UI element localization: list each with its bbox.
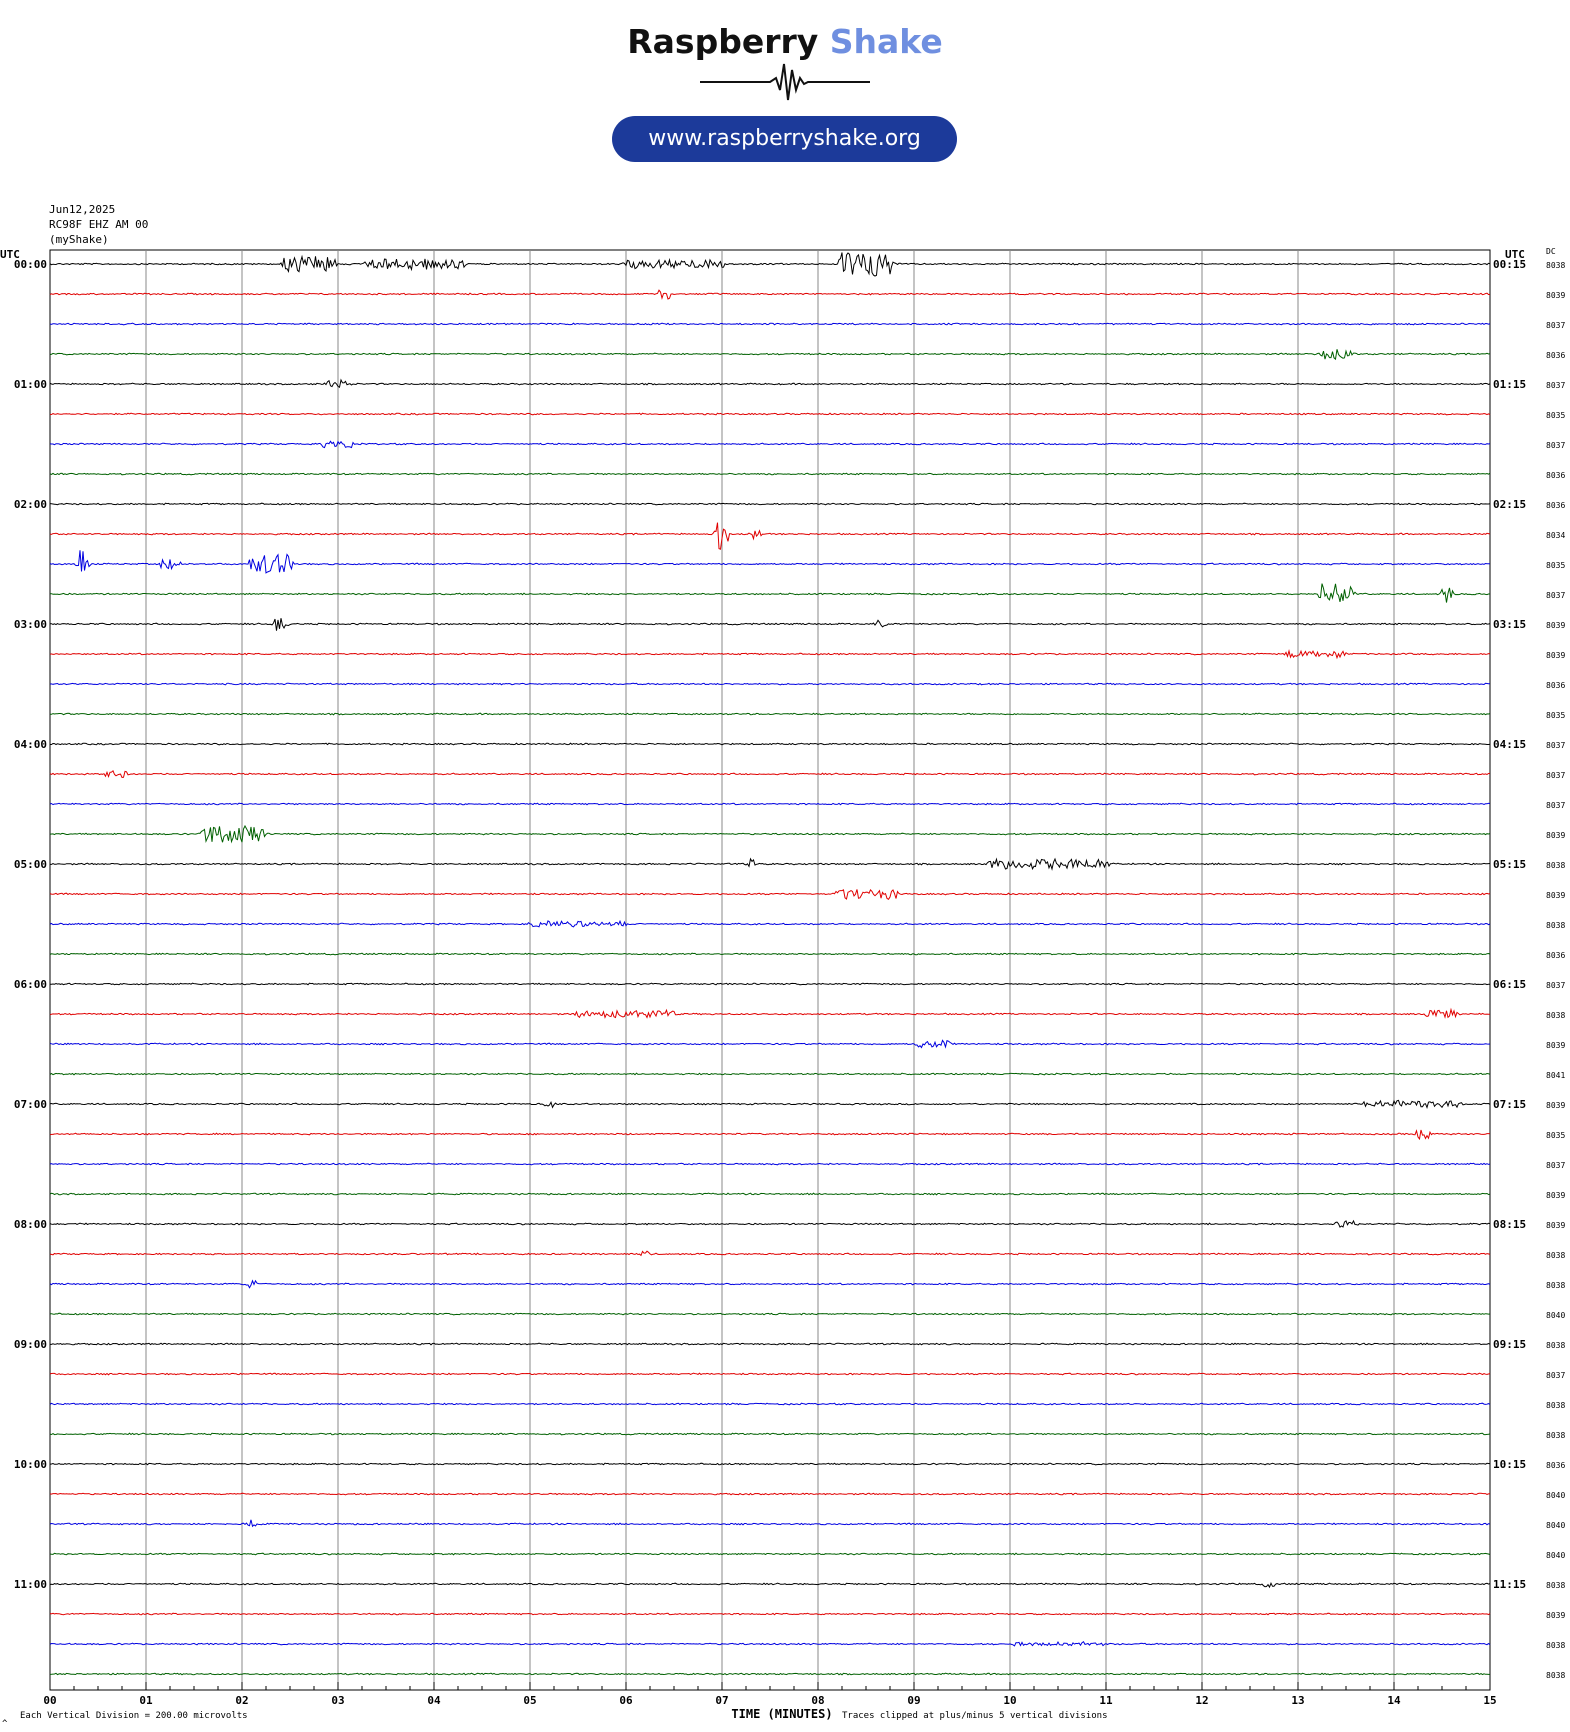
corner-mark: ^: [2, 1719, 8, 1729]
dc-value-label: 8036: [1546, 681, 1566, 690]
dc-value-label: 8036: [1546, 1461, 1566, 1470]
seismic-trace: [50, 1520, 1490, 1527]
right-hour-label: 07:15: [1493, 1098, 1527, 1111]
dc-value-label: 8039: [1546, 1611, 1566, 1620]
dc-value-label: 8037: [1546, 591, 1566, 600]
dc-value-label: 8037: [1546, 321, 1566, 330]
dc-value-label: 8038: [1546, 261, 1566, 270]
header-date: Jun12,2025: [49, 203, 116, 216]
dc-value-label: 8041: [1546, 1071, 1566, 1080]
x-tick-label: 13: [1291, 1694, 1305, 1707]
dc-value-label: 8039: [1546, 1191, 1566, 1200]
dc-value-label: 8040: [1546, 1491, 1566, 1500]
dc-value-label: 8036: [1546, 501, 1566, 510]
seismic-trace: [50, 1463, 1490, 1465]
dc-value-label: 8037: [1546, 771, 1566, 780]
x-tick-label: 14: [1387, 1694, 1401, 1707]
right-hour-label: 01:15: [1493, 378, 1527, 391]
seismic-trace: [50, 1583, 1490, 1587]
brand-word-shake: Shake: [829, 22, 943, 61]
left-hour-label: 04:00: [13, 738, 47, 751]
x-tick-label: 10: [1003, 1694, 1017, 1707]
website-url-badge[interactable]: www.raspberryshake.org: [612, 116, 957, 162]
seismic-trace: [50, 523, 1490, 550]
x-tick-label: 06: [619, 1694, 633, 1707]
seismic-trace: [50, 1163, 1490, 1165]
dc-value-label: 8037: [1546, 381, 1566, 390]
dc-value-label: 8040: [1546, 1311, 1566, 1320]
trace-group: [50, 253, 1490, 1675]
dc-value-label: 8038: [1546, 1641, 1566, 1650]
left-hour-label: 07:00: [13, 1098, 47, 1111]
header-network: (myShake): [49, 233, 109, 246]
seismic-trace: [50, 1100, 1490, 1107]
right-hour-label: 06:15: [1493, 978, 1527, 991]
seismic-trace: [50, 889, 1490, 899]
x-tick-label: 05: [523, 1694, 537, 1707]
seismic-trace: [50, 921, 1490, 927]
plot-frame: [50, 250, 1490, 1690]
x-axis-title: TIME (MINUTES): [731, 1707, 833, 1721]
left-axis-label: UTC: [0, 248, 20, 261]
seismic-trace: [50, 743, 1490, 745]
seismic-trace: [50, 1251, 1490, 1255]
x-tick-label: 01: [139, 1694, 153, 1707]
clip-note: Traces clipped at plus/minus 5 vertical divisions: [842, 1711, 1108, 1721]
right-hour-label: 04:15: [1493, 738, 1527, 751]
dc-value-label: 8037: [1546, 1371, 1566, 1380]
dc-value-label: 8038: [1546, 1671, 1566, 1680]
dc-value-label: 8039: [1546, 1221, 1566, 1230]
dc-value-label: 8035: [1546, 411, 1566, 420]
dc-value-label: 8039: [1546, 831, 1566, 840]
seismic-trace: [50, 1281, 1490, 1288]
left-hour-label: 09:00: [13, 1338, 47, 1351]
dc-value-label: 8038: [1546, 1281, 1566, 1290]
dc-value-label: 8039: [1546, 1101, 1566, 1110]
dc-value-label: 8039: [1546, 1041, 1566, 1050]
seismic-trace: [50, 1553, 1490, 1555]
axis-labels: [0, 247, 1565, 1729]
seismic-trace: [50, 1193, 1490, 1195]
seismic-trace: [50, 683, 1490, 685]
dc-value-label: 8038: [1546, 1401, 1566, 1410]
seismic-trace: [50, 290, 1490, 299]
header-station: RC98F EHZ AM 00: [49, 218, 149, 231]
seismic-trace: [50, 771, 1490, 778]
x-tick-label: 12: [1195, 1694, 1209, 1707]
x-tick-label: 15: [1483, 1694, 1497, 1707]
left-hour-label: 01:00: [13, 378, 47, 391]
dc-value-label: 8039: [1546, 891, 1566, 900]
grid-lines: [50, 250, 1490, 1690]
seismic-trace: [50, 473, 1490, 475]
seismic-trace: [50, 983, 1490, 985]
dc-value-label: 8039: [1546, 621, 1566, 630]
dc-value-label: 8040: [1546, 1521, 1566, 1530]
left-hour-label: 05:00: [13, 858, 47, 871]
seismic-trace: [50, 1673, 1490, 1675]
x-tick-label: 04: [427, 1694, 441, 1707]
right-hour-label: 08:15: [1493, 1218, 1527, 1231]
left-hour-label: 02:00: [13, 498, 47, 511]
seismic-trace: [50, 1313, 1490, 1315]
brand-word-raspberry: Raspberry: [627, 22, 819, 61]
seismic-trace: [50, 1642, 1490, 1646]
dc-value-label: 8036: [1546, 951, 1566, 960]
right-hour-label: 09:15: [1493, 1338, 1527, 1351]
dc-header-label: DC: [1546, 247, 1556, 256]
seismic-trace: [50, 380, 1490, 387]
x-tick-label: 03: [331, 1694, 345, 1707]
right-hour-label: 05:15: [1493, 858, 1527, 871]
seismic-trace: [50, 349, 1490, 359]
seismic-trace: [50, 953, 1490, 955]
dc-value-label: 8037: [1546, 1161, 1566, 1170]
dc-value-label: 8035: [1546, 1131, 1566, 1140]
x-tick-label: 11: [1099, 1694, 1113, 1707]
dc-value-label: 8037: [1546, 981, 1566, 990]
seismic-trace: [50, 1373, 1490, 1375]
dc-value-label: 8038: [1546, 1011, 1566, 1020]
left-hour-label: 00:00: [13, 258, 47, 271]
seismic-trace: [50, 803, 1490, 805]
dc-value-label: 8038: [1546, 921, 1566, 930]
seismic-trace: [50, 253, 1490, 277]
right-hour-label: 00:15: [1493, 258, 1527, 271]
dc-value-label: 8035: [1546, 711, 1566, 720]
dc-value-label: 8036: [1546, 351, 1566, 360]
seismic-trace: [50, 413, 1490, 415]
division-note: Each Vertical Division = 200.00 microvolts: [20, 1711, 248, 1721]
x-tick-label: 09: [907, 1694, 921, 1707]
seismic-trace: [50, 651, 1490, 658]
dc-value-label: 8038: [1546, 1431, 1566, 1440]
right-hour-label: 10:15: [1493, 1458, 1527, 1471]
seismic-trace: [50, 1613, 1490, 1615]
dc-value-label: 8038: [1546, 1341, 1566, 1350]
right-hour-label: 03:15: [1493, 618, 1527, 631]
dc-value-label: 8037: [1546, 441, 1566, 450]
dc-value-label: 8038: [1546, 861, 1566, 870]
seismic-trace: [50, 1130, 1490, 1139]
right-hour-label: 02:15: [1493, 498, 1527, 511]
seismic-trace: [50, 826, 1490, 842]
seismic-trace: [50, 584, 1490, 603]
dc-value-label: 8035: [1546, 561, 1566, 570]
seismic-trace: [50, 1493, 1490, 1495]
seismic-trace: [50, 618, 1490, 631]
dc-value-label: 8036: [1546, 471, 1566, 480]
left-hour-label: 10:00: [13, 1458, 47, 1471]
dc-value-label: 8034: [1546, 531, 1566, 540]
right-axis-label: UTC: [1505, 248, 1525, 261]
seismic-trace: [50, 1221, 1490, 1227]
x-tick-label: 07: [715, 1694, 729, 1707]
dc-value-label: 8038: [1546, 1581, 1566, 1590]
seismic-trace: [50, 1403, 1490, 1405]
left-hour-label: 08:00: [13, 1218, 47, 1231]
seismic-trace: [50, 503, 1490, 505]
dc-value-label: 8038: [1546, 1251, 1566, 1260]
left-hour-label: 11:00: [13, 1578, 47, 1591]
dc-value-label: 8037: [1546, 801, 1566, 810]
x-tick-label: 08: [811, 1694, 825, 1707]
seismic-trace: [50, 1343, 1490, 1345]
dc-value-label: 8037: [1546, 741, 1566, 750]
left-hour-label: 06:00: [13, 978, 47, 991]
seismic-trace: [50, 323, 1490, 325]
right-hour-label: 11:15: [1493, 1578, 1527, 1591]
seismic-trace: [50, 1040, 1490, 1047]
x-tick-label: 00: [43, 1694, 57, 1707]
seismic-trace: [50, 1010, 1490, 1018]
x-tick-label: 02: [235, 1694, 249, 1707]
left-hour-label: 03:00: [13, 618, 47, 631]
seismic-trace: [50, 441, 1490, 447]
seismic-trace: [50, 1433, 1490, 1435]
dc-value-label: 8039: [1546, 291, 1566, 300]
dc-value-label: 8040: [1546, 1551, 1566, 1560]
seismic-trace: [50, 550, 1490, 573]
seismic-trace: [50, 859, 1490, 869]
dc-value-label: 8039: [1546, 651, 1566, 660]
seismic-trace: [50, 713, 1490, 715]
seismic-trace: [50, 1073, 1490, 1075]
